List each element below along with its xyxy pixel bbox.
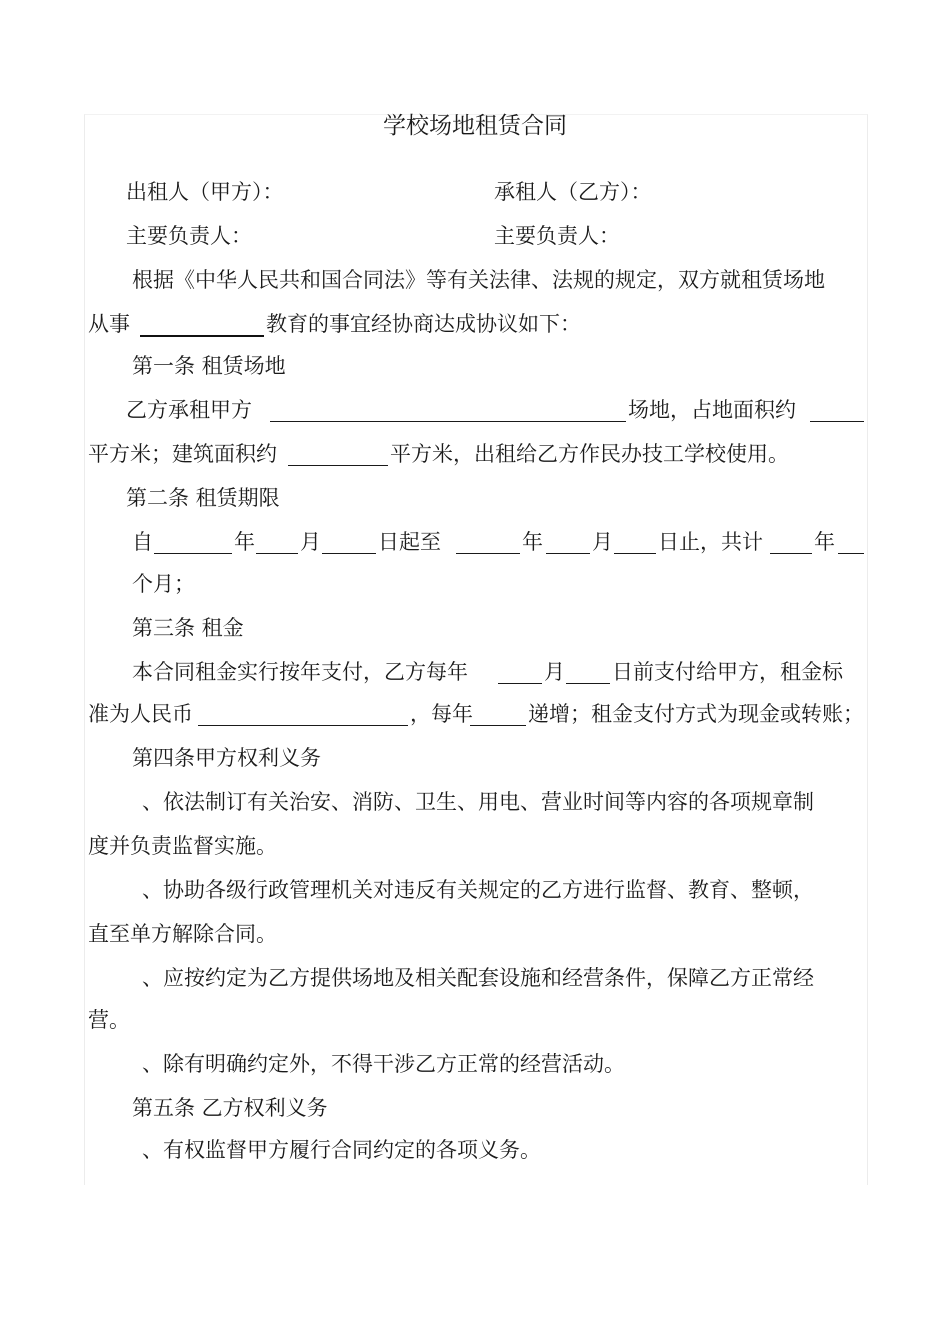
blank-pay-day [566,683,610,684]
article-1-line-1b: 场地，占地面积约 [628,398,796,422]
article-3-line-1a: 本合同租金实行按年支付，乙方每年 [132,660,468,684]
article-3-line-2b: ，每年 [410,702,473,726]
intro-line-1: 根据《中华人民共和国合同法》等有关法律、法规的规定，双方就租赁场地 [132,268,825,292]
term-year-1: 年 [234,530,255,554]
term-day-1: 日起至 [378,530,441,554]
blank-rent-amount [198,725,408,726]
term-year-2: 年 [522,530,543,554]
document-title: 学校场地租赁合同 [383,113,567,139]
blank-total-months [838,553,864,554]
article-5-item-1-line-1: 、有权监督甲方履行合同约定的各项义务。 [142,1138,541,1162]
article-1-line-2b: 平方米，出租给乙方作民办技工学校使用。 [390,442,789,466]
article-4-item-3-line-1: 、应按约定为乙方提供场地及相关配套设施和经营条件，保障乙方正常经 [142,966,814,990]
term-months: 个月； [132,572,195,596]
article-4-item-1-line-1: 、依法制订有关治安、消防、卫生、用电、营业时间等内容的各项规章制 [142,790,814,814]
article-1-line-1a: 乙方承租甲方 [126,398,252,422]
term-month-2: 月 [592,530,613,554]
blank-start-day [322,553,376,554]
blank-start-month [256,553,298,554]
article-3-line-1c: 日前支付给甲方，租金标 [612,660,843,684]
blank-land-area [810,421,864,422]
term-day-2: 日止，共计 [658,530,763,554]
article-4-item-1-line-2: 度并负责监督实施。 [88,834,277,858]
lessee-person-label: 主要负责人： [494,224,620,248]
article-4-item-3-line-2: 营。 [88,1008,130,1032]
blank-site-name [270,421,626,422]
term-from: 自 [132,530,153,554]
blank-pay-month [498,683,542,684]
term-year-3: 年 [814,530,835,554]
article-3-heading: 第三条 租金 [132,616,244,640]
article-2-heading: 第二条 租赁期限 [126,486,280,510]
article-4-item-2-line-2: 直至单方解除合同。 [88,922,277,946]
article-5-heading: 第五条 乙方权利义务 [132,1096,328,1120]
blank-end-month [546,553,590,554]
blank-start-year [154,553,232,554]
blank-rent-increase [470,725,526,726]
blank-total-years [770,553,812,554]
article-4-item-4-line-1: 、除有明确约定外，不得干涉乙方正常的经营活动。 [142,1052,625,1076]
blank-education-type [140,335,264,337]
blank-building-area [288,465,388,466]
article-1-heading: 第一条 租赁场地 [132,354,286,378]
article-4-item-2-line-1: 、协助各级行政管理机关对违反有关规定的乙方进行监督、教育、整顿， [142,878,814,902]
intro-line-2b: 教育的事宜经协商达成协议如下： [266,312,581,336]
intro-line-2a: 从事 [88,312,130,336]
term-month-1: 月 [300,530,321,554]
lessor-person-label: 主要负责人： [126,224,252,248]
blank-end-day [614,553,656,554]
article-1-line-2a: 平方米；建筑面积约 [88,442,277,466]
article-3-line-1b: 月 [544,660,565,684]
article-3-line-2a: 准为人民币 [88,702,193,726]
article-4-heading: 第四条甲方权利义务 [132,746,321,770]
blank-end-year [456,553,520,554]
article-3-line-2c: 递增；租金支付方式为现金或转账； [528,702,864,726]
lessee-label: 承租人（乙方）： [494,180,652,204]
lessor-label: 出租人（甲方）： [126,180,284,204]
